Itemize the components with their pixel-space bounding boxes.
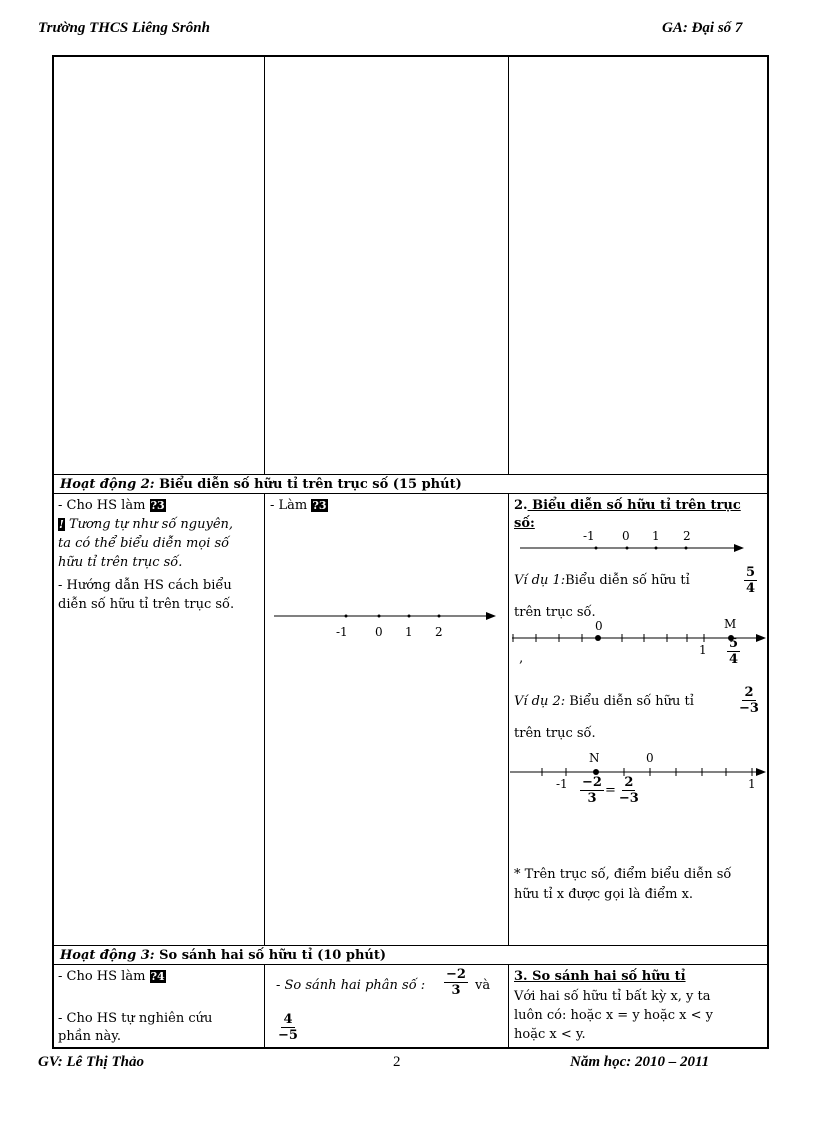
axis-label: -1 <box>556 777 568 791</box>
a3-col3-line3: hoặc x < y. <box>514 1027 586 1042</box>
note-line1: * Trên trục số, điểm biểu diễn số <box>514 867 732 882</box>
question-badge-2: ?3 <box>312 499 327 512</box>
axis-label: 1 <box>652 529 660 543</box>
fraction-minus2-3: $\frac{-2}{3}$ <box>446 967 466 998</box>
activity2-title-text: Biểu diễn số hữu tỉ trên trục số (15 phút) <box>154 477 462 492</box>
axis-label: 1 <box>748 777 756 791</box>
stray-mark: ‚ <box>519 651 524 666</box>
note-badge: ! <box>59 518 64 531</box>
axis-label: 1 <box>405 625 413 639</box>
axis-label: 0 <box>375 625 383 639</box>
fraction-2-minus3: $\frac{2}{-3}$ <box>739 685 759 716</box>
header-subject: GA: Đại số 7 <box>662 20 743 36</box>
question-badge: ?3 <box>150 499 165 512</box>
axis-label: -1 <box>583 529 595 543</box>
axis-label: 0 <box>646 751 654 765</box>
axis-label: 2 <box>435 625 443 639</box>
footer-year: Năm học: 2010 – 2011 <box>570 1054 710 1070</box>
a3-col3-line2: luôn có: hoặc x = y hoặc x < y <box>514 1008 714 1023</box>
a2-col2-line1: - Làm ?3 <box>270 498 327 513</box>
a3-col2-text: - So sánh hai phân số : <box>276 978 426 993</box>
activity2-title <box>60 476 462 493</box>
a2-col1-line2: ! Tương tự như số nguyên, <box>59 517 234 532</box>
axis-label: 0 <box>595 619 603 633</box>
footer-teacher: GV: Lê Thị Thảo <box>38 1054 144 1070</box>
equation-fractions: $\frac{-2}{3}$ = $\frac{2}{-3}$ <box>582 775 639 806</box>
activity3-title-text: So sánh hai số hữu tỉ (10 phút) <box>154 948 386 963</box>
fraction-5-4: $\frac{5}{4}$ <box>746 565 756 596</box>
section3-heading: 3. So sánh hai số hữu tỉ <box>514 969 686 984</box>
page-number: 2 <box>393 1054 401 1070</box>
a2-col1-line6: diễn số hữu tỉ trên trục số. <box>58 597 235 612</box>
a3-col1-line4: phần này. <box>58 1029 122 1044</box>
a3-col1-line1: - Cho HS làm ?4 <box>58 969 165 984</box>
number-line-1 <box>520 530 750 550</box>
section2-heading-2: số: <box>514 516 535 531</box>
axis-label: 1 <box>699 643 707 657</box>
a3-col2-and: và <box>475 978 491 993</box>
activity3-title <box>60 947 386 964</box>
fraction-m-5-4: $\frac{5}{4}$ <box>729 636 739 667</box>
axis-label: 0 <box>622 529 630 543</box>
header-school: Trường THCS Liêng Srônh <box>38 20 210 36</box>
point-label: N <box>589 751 600 765</box>
a2-col1-line5: - Hướng dẫn HS cách biểu <box>58 578 232 593</box>
example1-line1: Ví dụ 1:Biểu diễn số hữu tỉ <box>514 573 690 588</box>
example1-line2: trên trục số. <box>514 605 596 620</box>
fraction-4-minus5: $\frac{4}{-5}$ <box>278 1012 298 1043</box>
example2-line1: Ví dụ 2: Biểu diễn số hữu tỉ <box>514 694 694 709</box>
a2-col1-line3: ta có thể biểu diễn mọi số <box>58 536 230 551</box>
a2-col1-line4: hữu tỉ trên trục số. <box>58 555 183 570</box>
activity3-prefix: Hoạt động 3: <box>60 948 155 963</box>
note-line2: hữu tỉ x được gọi là điểm x. <box>514 887 694 902</box>
a3-col1-line3: - Cho HS tự nghiên cứu <box>58 1011 213 1026</box>
a3-col3-line1: Với hai số hữu tỉ bất kỳ x, y ta <box>514 989 711 1004</box>
question-badge-4: ?4 <box>150 970 165 983</box>
a2-col1-line1: - Cho HS làm ?3 <box>58 498 165 513</box>
point-label: M <box>724 617 737 631</box>
number-line-col2 <box>272 608 498 648</box>
axis-label: -1 <box>336 625 348 639</box>
axis-label: 2 <box>683 529 691 543</box>
example2-line2: trên trục số. <box>514 726 596 741</box>
activity2-prefix: Hoạt động 2: <box>60 477 155 492</box>
section2-heading: 2. Biểu diễn số hữu tỉ trên trục <box>514 498 741 513</box>
